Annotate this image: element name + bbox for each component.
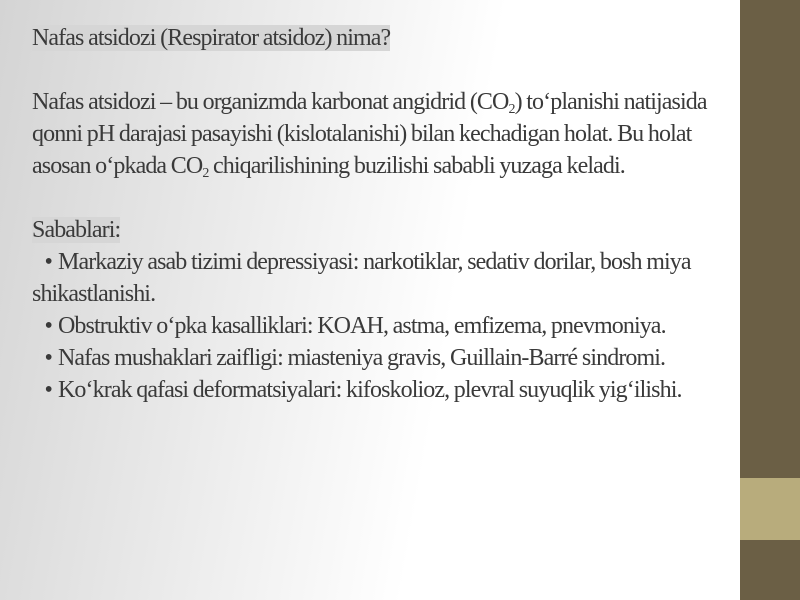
causes-heading: Sabablari: bbox=[32, 217, 121, 243]
spacer bbox=[32, 182, 732, 214]
definition-text-2: ) to‘planishi natijasida qonni pH darajasi pasayishi (kislotalanishi) bilan kechadigan holat. Bu holat asosan o‘pkada CO bbox=[32, 89, 707, 179]
list-item-text: Ko‘krak qafasi deformatsiyalari: kifoskolioz, plevral suyuqlik yig‘ilishi. bbox=[58, 377, 682, 403]
bullet-icon: • bbox=[44, 377, 52, 403]
causes-heading-line bbox=[32, 214, 732, 246]
list-item-text: Nafas mushaklari zaifligi: miasteniya gravis, Guillain-Barré sindromi. bbox=[58, 345, 666, 371]
slide-title: Nafas atsidozi (Respirator atsidoz) nima? bbox=[32, 25, 391, 51]
list-item bbox=[32, 310, 732, 342]
list-item bbox=[32, 374, 732, 406]
definition-text-3: chiqarilishining buzilishi sababli yuzaga keladi. bbox=[208, 153, 625, 179]
sidebar-band-top bbox=[740, 0, 800, 478]
causes-list bbox=[32, 246, 732, 406]
list-item-text: Obstruktiv o‘pka kasalliklari: KOAH, astma, emfizema, pnevmoniya. bbox=[58, 313, 666, 339]
spacer bbox=[32, 54, 732, 86]
bullet-icon: • bbox=[44, 249, 52, 275]
slide-content bbox=[32, 22, 732, 406]
title-line bbox=[32, 22, 732, 54]
list-item bbox=[32, 246, 732, 310]
subscript-2: 2 bbox=[508, 102, 515, 117]
decorative-sidebar bbox=[740, 0, 800, 600]
bullet-icon: • bbox=[44, 345, 52, 371]
list-item-text: Markaziy asab tizimi depressiyasi: narkotiklar, sedativ dorilar, bosh miya shikastlanishi. bbox=[32, 249, 691, 307]
bullet-icon: • bbox=[44, 313, 52, 339]
definition-text-1: Nafas atsidozi – bu organizmda karbonat angidrid (CO bbox=[32, 89, 509, 115]
subscript-2: 2 bbox=[202, 166, 209, 181]
sidebar-band-bottom bbox=[740, 540, 800, 600]
definition-paragraph bbox=[32, 86, 732, 182]
sidebar-band-accent bbox=[740, 478, 800, 540]
list-item bbox=[32, 342, 732, 374]
